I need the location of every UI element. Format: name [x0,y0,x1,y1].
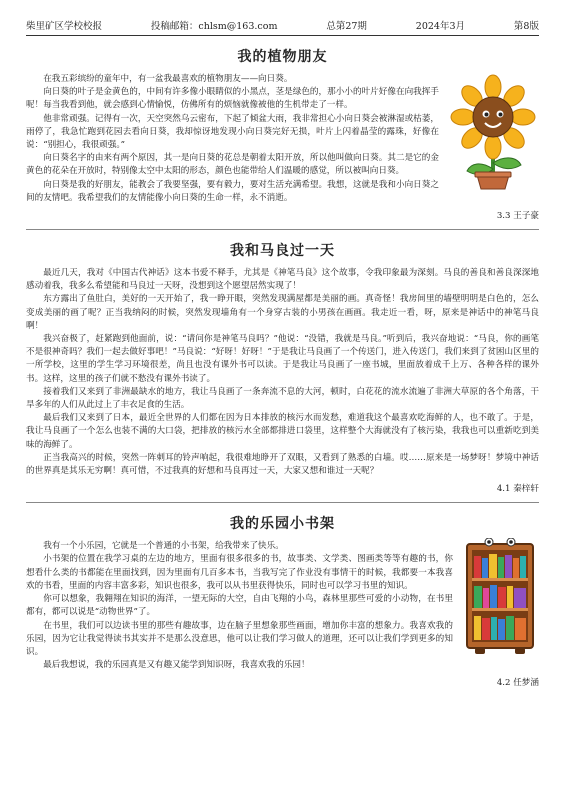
submission-email: 投稿邮箱：chlsm@163.com [150,21,278,32]
page-header [26,18,539,36]
article-paragraph: 东方露出了鱼肚白，美好的一天开始了，我一睁开眼，突然发现满屋都是美丽的画。真奇怪！我房间里的墙壁明明是白色的，怎么变成美丽的画了呢？正当我纳闷的时候，突然发现墙角有一个身穿古装的小男孩在画画。我走近一看，呀，原来是神话中的神笔马良啊！ [26,294,539,331]
article-paragraph: 在我五彩缤纷的童年中，有一盆我最喜欢的植物朋友——向日葵。 [43,74,293,84]
article-paragraph: 接着我们又来到了非洲最缺水的地方，我让马良画了一条奔流不息的大河，顿时，白花花的流水流遍了非洲大草原的各个角落，干旱多年的人们从此过上了丰衣足食的生活。 [26,386,539,411]
section-divider [26,229,539,230]
article-paragraph: 最近几天，我对《中国古代神话》这本书爱不释手，尤其是《神笔马良》这个故事，令我印象最为深刻。马良的善良和善良深深地感动着我，我多么希望能和马良过一天呀，没想到这个愿望居然实现了！ [26,268,539,292]
article-paragraph: 向日葵名字的由来有两个原因，其一是向日葵的花总是朝着太阳开放，所以他叫做向日葵。其二是它的金黄色的花朵在开放时，特别像太空中太阳的形态，颜色也能带给人们温暖的感觉，所以被叫向日葵。 [26,153,439,177]
article-bookshelf [26,513,539,688]
bookshelf-icon [461,538,539,656]
article-paragraph: 我兴奋极了，赶紧跑到他面前，说：“请问你是神笔马良吗？”他说：“没错，我就是马良。”听到后，我兴奋地说：“马良，你的画笔不是很神奇吗？我们一起去做好事吧！”马良说：“好呀！好呀！”于是我让马良画了一个传送门，进入传送门，我们来到了贫困山区里的一所学校，这里的学生学习环境很差，尚且也没有课外书可以读。于是我让马良画了一座书城，里面放着成千上万、各种各样的课外书。这样，这里的孩子们就不愁没有课外书读了。 [26,334,539,384]
author-signature: 4.2 任梦涵 [496,678,539,689]
edition-number: 第8版 [513,21,539,32]
article-paragraph: 最后我想说，我的乐园真是又有趣又能学到知识呀，我喜欢我的乐园！ [43,660,310,671]
issue-date: 2024年3月 [415,21,466,32]
article-paragraph: 最后我们又来到了日本，最近全世界的人们都在因为日本排放的核污水而发愁，难道我这个最喜欢吃海鲜的人，也不敢了。于是，我让马良画了一个怎么也装不满的大口袋，把排放的核污水全部都排进口袋里，这样整个大海就没有了核污染，我我也可以重新吃到美味的海鲜了。 [26,413,539,450]
article-plant-friend [26,46,539,221]
author-signature: 3.3 王子豪 [496,211,539,222]
article-paragraph: 向日葵的叶子是金黄色的，中间有许多像小眼睛似的小黑点，茎是绿色的，那小小的叶片好像在向我挥手呢！每当我看到他，就会感到心情愉悦，仿佛所有的烦恼就像被他的生机带走了一样。 [26,87,439,111]
article-title: 我和马良过一天 [230,243,335,260]
school-name: 柴里矿区学校校报 [26,21,103,32]
sunflower-icon [447,73,539,191]
article-paragraph: 正当我高兴的时候，突然一阵刺耳的铃声响起，我很难地睁开了双眼，又看到了熟悉的白墙。哎……原来是一场梦呀！梦境中神话的世界真是其乐无穷啊！真可惜，不过我真的好想和马良再过一天，大家又想和谁过一天呢？ [26,452,539,477]
article-paragraph: 向日葵是我的好朋友，能教会了我要坚强，要有毅力，要对生活充满希望。我想，这就是我和小向日葵之间的友情吧。我希望我们的友情能像小向日葵的生命一样，永不消逝。 [26,179,439,203]
article-paragraph: 在书里，我们可以边读书里的那些有趣故事，边在脑子里想象那些画面，增加你丰富的想象力。我喜欢我的乐园，因为它让我觉得读书其实并不是那么没意思，他可以让我们学习做人的道理，还可以让我们学到更多的知识。 [26,620,453,657]
issue-number: 总第27期 [326,21,367,32]
author-signature: 4.1 秦梓轩 [496,484,539,495]
article-day-with-maliang [26,240,539,494]
article-title: 我的乐园小书架 [230,516,335,533]
article-paragraph: 小书架的位置在我学习桌的左边的地方，里面有很多很多的书，故事类、文学类、图画类等等有趣的书，你想看什么类的书都能在里面找到，因为里面有几百多本书，当我写完了作业没有事情干的时候，我都要一本我喜欢的书看，里面的内容丰富多彩，知识也很多，我可以从书里获得快乐，同时也可以学习书里的知识。 [26,554,453,591]
article-title: 我的植物朋友 [237,49,328,65]
article-paragraph: 你可以想象，我翱翔在知识的海洋，一望无际的大空，自由飞翔的小鸟，森林里那些可爱的小动物，在书里都有，都可以说是“动物世界”了。 [26,594,453,618]
section-divider [26,502,539,503]
article-paragraph: 他非常顽强。记得有一次，天空突然乌云密布，下起了倾盆大雨，我非常担心小向日葵会被淋湿或枯萎，雨停了，我急忙跑到花园去看向日葵，我却惊讶地发现小向日葵完好无损，叶片上闪着晶莹的露珠，好像在说：“别担心，我很顽强。” [26,113,439,151]
article-paragraph: 我有一个小乐园，它就是一个普通的小书架，给我带来了快乐。 [43,541,284,552]
